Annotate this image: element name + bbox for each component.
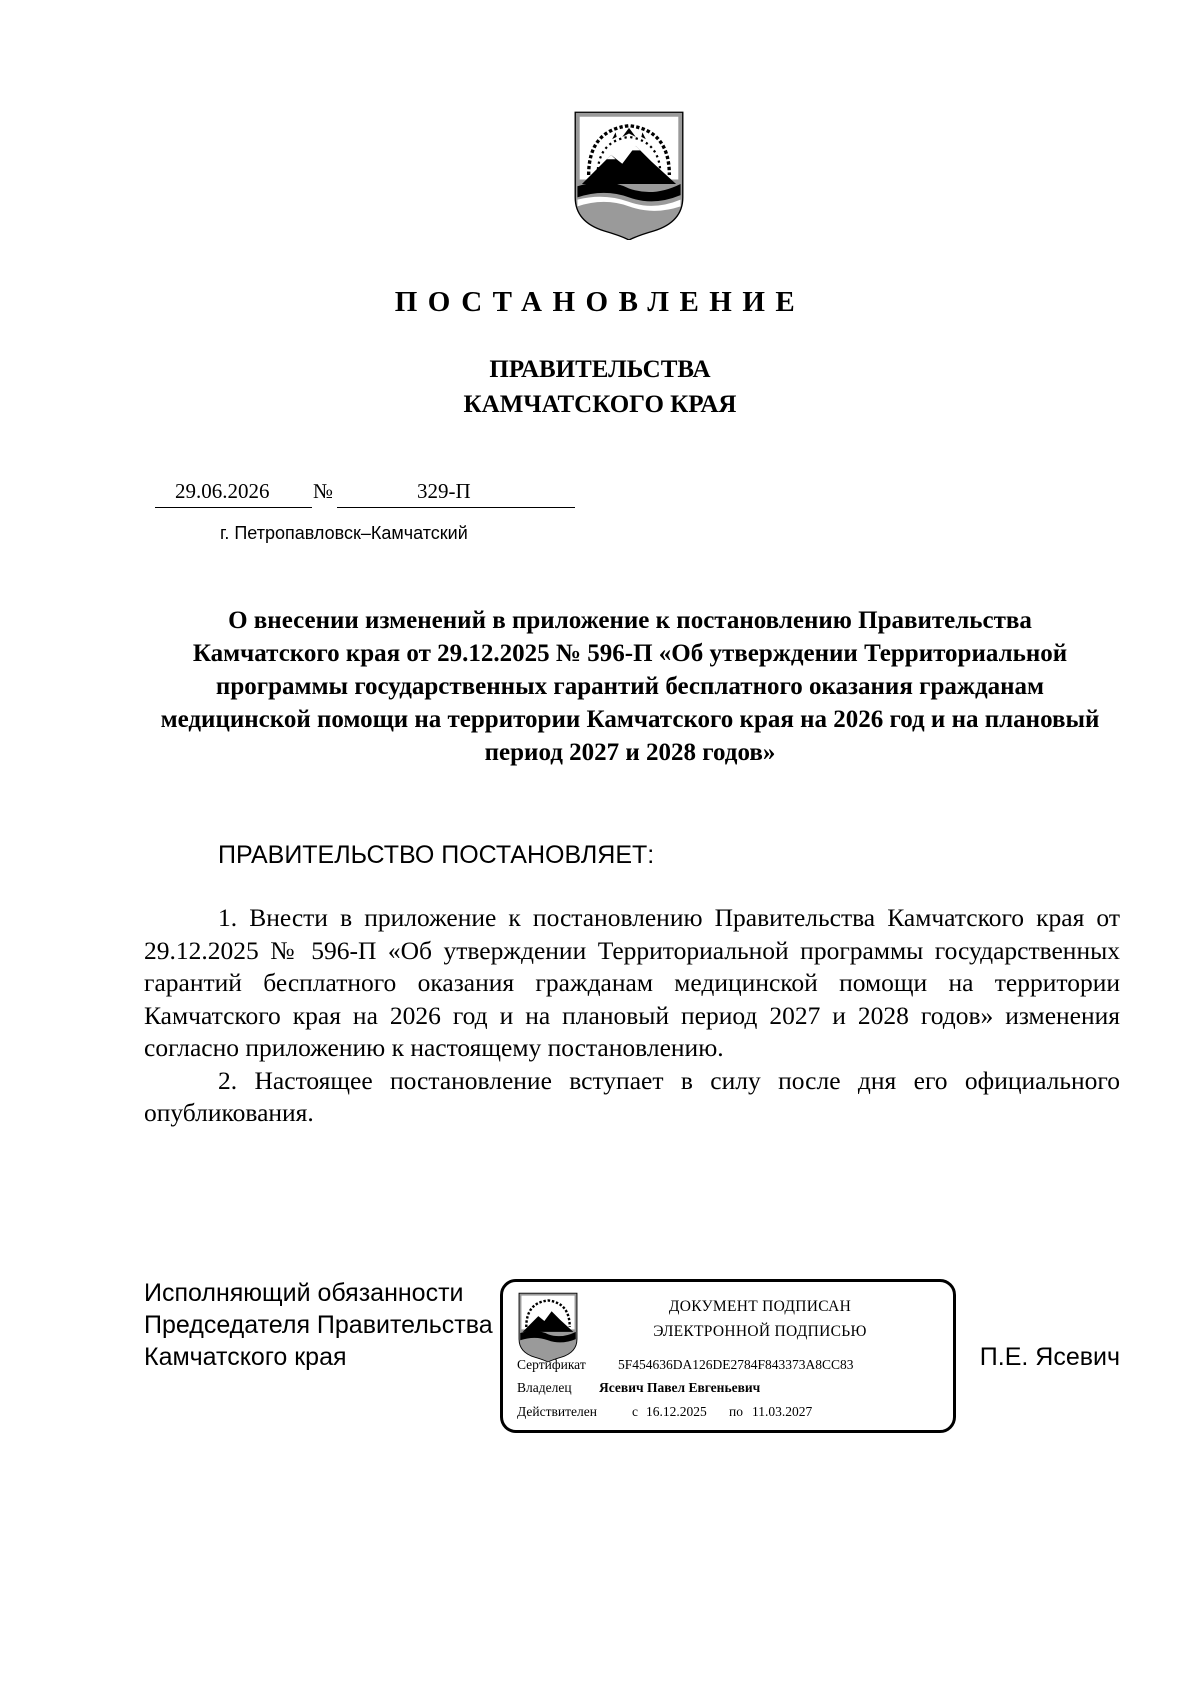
signer-position-line-2: Председателя Правительства [144, 1311, 493, 1339]
signer-name: П.Е. Ясевич [979, 1343, 1120, 1371]
stamp-emblem [517, 1292, 579, 1362]
issuer-line-2: КАМЧАТСКОГО КРАЯ [463, 391, 737, 418]
stamp-heading [585, 1294, 935, 1344]
paragraph-2: 2. Настоящее постановление вступает в силу после дня его официального опубликования. [144, 1065, 1120, 1127]
signer-position-line-1: Исполняющий обязанности [144, 1279, 464, 1307]
number-sign: № [313, 479, 334, 503]
electronic-signature-stamp [500, 1279, 956, 1433]
validity-from-date: 16.12.2025 [646, 1404, 707, 1419]
date-number-line [155, 478, 575, 508]
owner-label: Владелец [517, 1380, 572, 1395]
issuer-heading [0, 352, 1200, 422]
document-subject: О внесении изменений в приложение к постановлению Правительства Камчатского края от 29.12.2025 № 596-П «Об утверждении Территориальной программы государственных гарантий бесплатного оказания гражданам медицинской помощи на территории Камчатского края на 2026 год и на плановый период 2027 и 2028 годов» [160, 607, 1100, 766]
number-underline [337, 507, 575, 508]
certificate-value: 5F454636DA126DE2784F843373A8CC83 [618, 1357, 854, 1372]
date-underline [155, 507, 312, 508]
document-number: 329-П [417, 479, 471, 503]
stamp-heading-line-1: ДОКУМЕНТ ПОДПИСАН [668, 1298, 852, 1315]
document-type-title: ПОСТАНОВЛЕНИЕ [394, 286, 806, 318]
signer-position [144, 1277, 493, 1373]
decree-phrase: ПРАВИТЕЛЬСТВО ПОСТАНОВЛЯЕТ: [218, 841, 655, 869]
validity-to-label: по [729, 1404, 743, 1419]
document-date: 29.06.2026 [175, 479, 270, 503]
document-body [144, 902, 1120, 1130]
issuer-line-1: ПРАВИТЕЛЬСТВА [489, 356, 711, 383]
validity-label: Действителен [517, 1404, 597, 1419]
coat-of-arms-emblem [572, 110, 686, 240]
signer-position-line-3: Камчатского края [144, 1343, 347, 1371]
stamp-heading-line-2: ЭЛЕКТРОННОЙ ПОДПИСЬЮ [653, 1323, 867, 1340]
owner-value: Ясевич Павел Евгеньевич [599, 1380, 761, 1395]
validity-from-label: с [632, 1404, 638, 1419]
certificate-label: Сертификат [517, 1357, 586, 1372]
validity-to-date: 11.03.2027 [752, 1404, 813, 1419]
issue-city: г. Петропавловск–Камчатский [220, 523, 468, 543]
paragraph-1: 1. Внести в приложение к постановлению Правительства Камчатского края от 29.12.2025 № 596-П «Об утверждении Территориальной программы государственных гарантий бесплатного оказания гражданам медицинской помощи на территории Камчатского края на 2026 год и на плановый период 2027 и 2028 годов» изменения согласно приложению к настоящему постановлению. [144, 903, 1120, 1062]
